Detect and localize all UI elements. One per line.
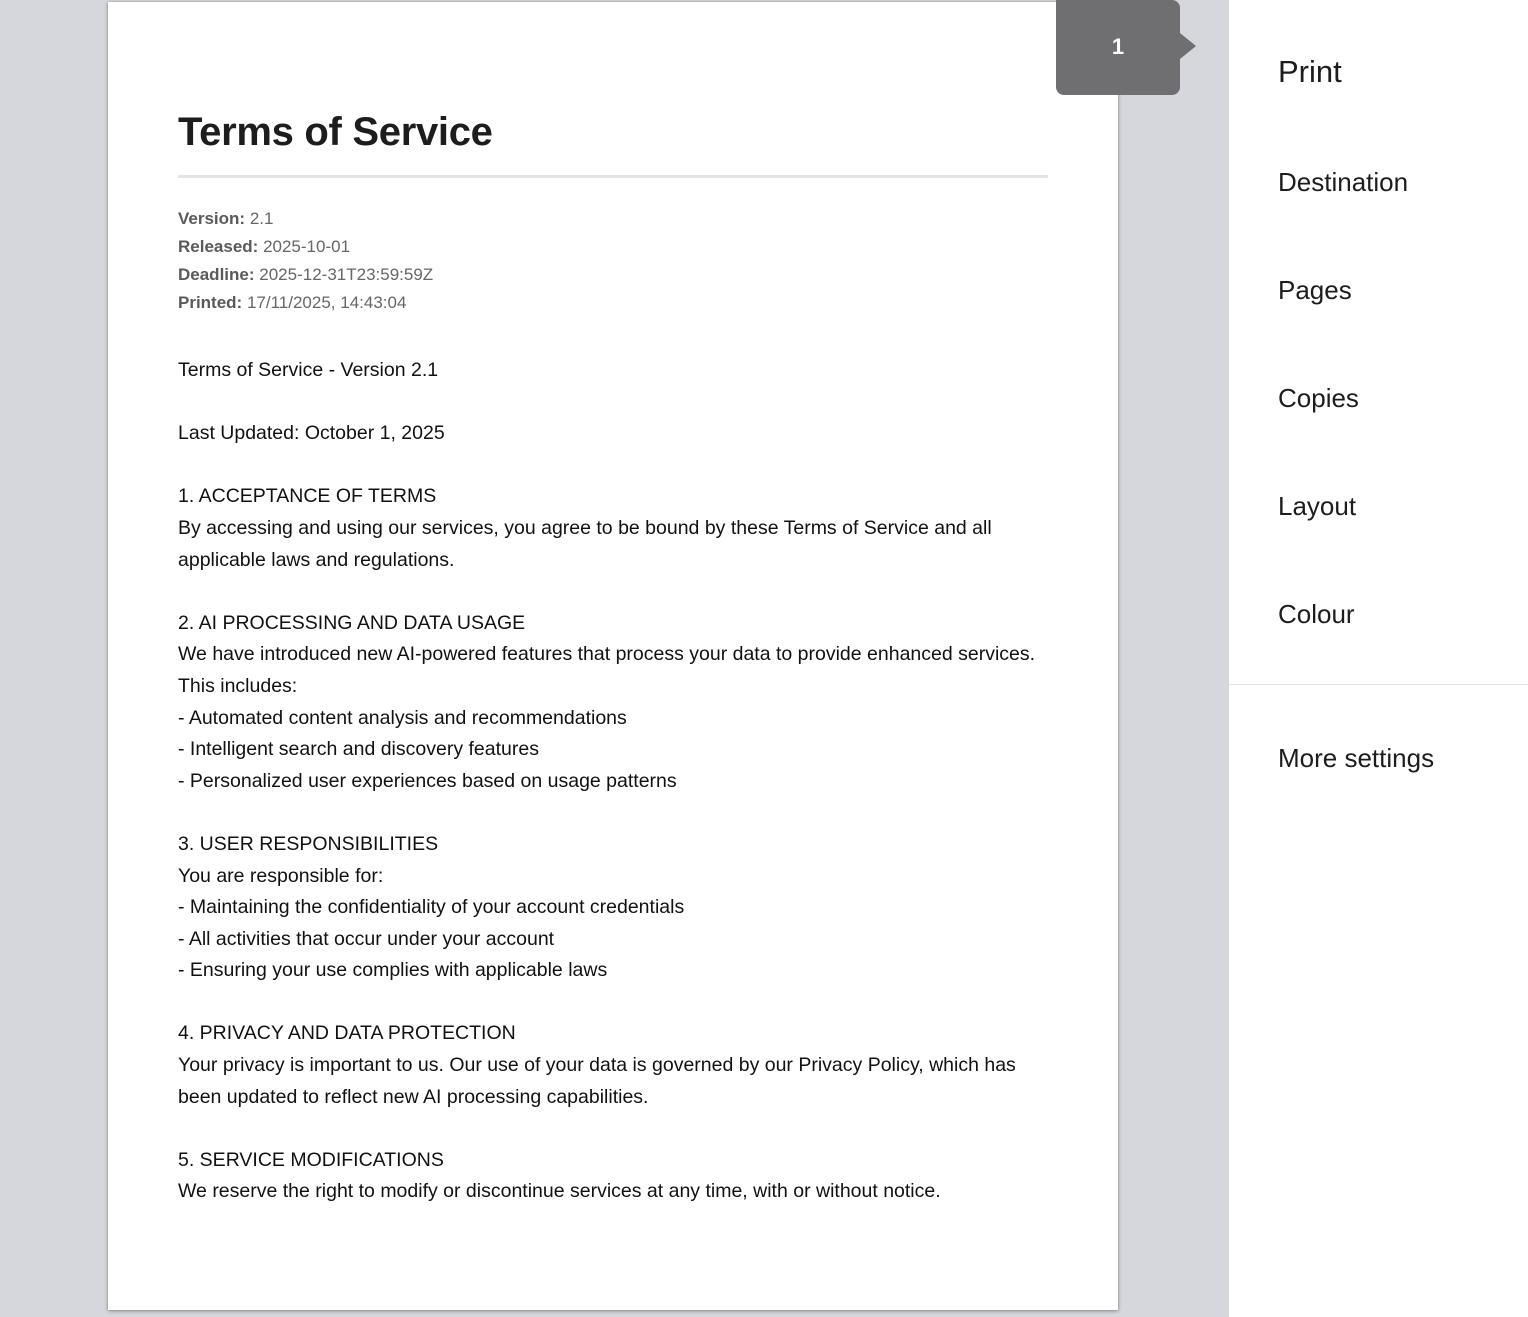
print-panel-title: Print (1278, 54, 1342, 89)
copies-setting[interactable]: Copies (1278, 383, 1359, 413)
destination-setting[interactable]: Destination (1278, 167, 1409, 197)
meta-released-value: 2025-10-01 (263, 237, 351, 256)
meta-version (178, 205, 1048, 233)
meta-released-label: Released: (178, 237, 259, 256)
meta-version-label: Version: (178, 209, 246, 228)
document-page (108, 2, 1118, 1310)
document-title: Terms of Service (178, 110, 493, 154)
document-body: Terms of Service - Version 2.1 Last Updated: October 1, 2025 1. ACCEPTANCE OF TERMS By accessing and using our services, you agree to be bound by these Terms of Service and all applicable laws and regulations. 2. AI PROCESSING AND DATA USAGE We have introduced new AI-powered features that process your data to provide enhanced services. This includes: - Automated content analysis and recommendations - Intelligent search and discovery features - Personalized user experiences based on usage patterns 3. USER RESPONSIBILITIES You are responsible for: - Maintaining the confidentiality of your account credentials - All activities that occur under your account - Ensuring your use complies with applicable laws 4. PRIVACY AND DATA PROTECTION Your privacy is important to us. Our use of your data is governed by our Privacy Policy, which has been updated to reflect new AI processing capabilities. 5. SERVICE MODIFICATIONS We reserve the right to modify or discontinue services at any time, with or without notice. (178, 359, 1036, 1203)
layout-setting[interactable]: Layout (1278, 491, 1357, 521)
meta-printed (178, 289, 1048, 317)
meta-deadline-label: Deadline: (178, 265, 255, 284)
panel-divider (1229, 684, 1528, 685)
page-number: 1 (1111, 34, 1125, 59)
meta-deadline (178, 261, 1048, 289)
meta-printed-label: Printed: (178, 293, 243, 312)
page-number-badge (1056, 0, 1180, 95)
meta-deadline-value: 2025-12-31T23:59:59Z (259, 265, 434, 284)
print-settings-panel (1229, 0, 1528, 1317)
colour-setting[interactable]: Colour (1278, 599, 1355, 629)
meta-version-value: 2.1 (249, 209, 274, 228)
page-content (178, 108, 1048, 1208)
meta-released (178, 233, 1048, 261)
more-settings-button[interactable]: More settings (1278, 743, 1435, 773)
pages-setting[interactable]: Pages (1278, 275, 1352, 305)
title-divider (178, 175, 1048, 178)
document-meta (178, 205, 1048, 317)
meta-printed-value: 17/11/2025, 14:43:04 (246, 293, 407, 312)
